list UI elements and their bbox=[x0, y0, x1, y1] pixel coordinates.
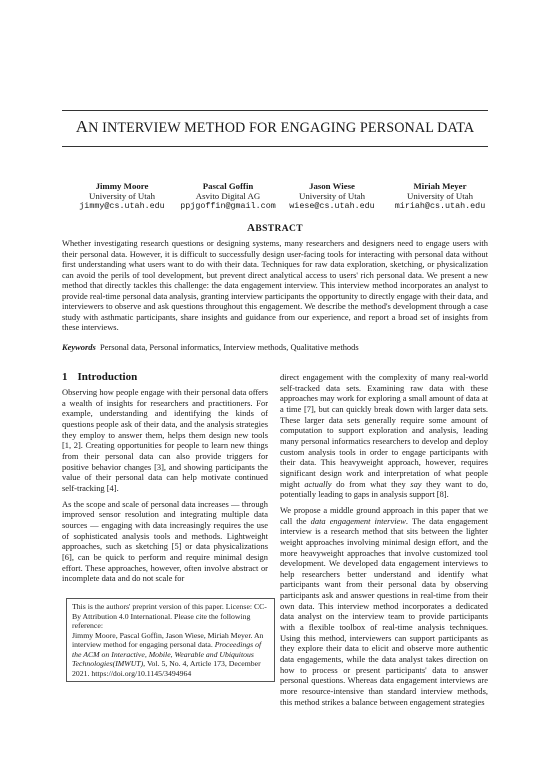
license-text: This is the authors' preprint version of this paper. License: CC-By Attribution 4.0 International. Please cite the following reference: bbox=[72, 602, 267, 631]
citation-title: An interview method for engaging personal data bbox=[72, 630, 264, 650]
author-name: Jimmy Moore bbox=[95, 181, 149, 191]
keywords-label: Keywords bbox=[62, 342, 96, 352]
emphasis: actually bbox=[304, 478, 332, 489]
paper-title bbox=[40, 117, 510, 137]
text-run: they want to do, potentially leading to gaps in analysis support [8]. bbox=[280, 478, 489, 500]
author-affiliation: University of Utah bbox=[89, 191, 155, 202]
title-initial: A bbox=[75, 117, 89, 136]
author-affiliation: Asvito Digital AG bbox=[195, 191, 261, 202]
author-email[interactable]: miriah@cs.utah.edu bbox=[394, 201, 486, 212]
section-title: Introduction bbox=[77, 371, 138, 383]
abstract-heading bbox=[0, 222, 550, 234]
text-run: We propose a middle ground approach in this paper that we call the bbox=[280, 504, 488, 526]
title-top-rule bbox=[62, 110, 488, 111]
keywords bbox=[62, 342, 488, 353]
author-name: Miriah Meyer bbox=[413, 181, 467, 191]
text-run: do from what they bbox=[336, 478, 406, 489]
paragraph: As the scope and scale of personal data increases — through improved sensor resolution and integrating multiple data sources — engaging with data increasingly requires the use of sophisticated analysis tools and methods. Lightweight approaches, such as sketching [5] or data physicalizations [6], can be quick to perform and require minimal design effort. These approaches, however, often involve abstract or incomplete data and do not scale for bbox=[62, 498, 268, 584]
keywords-list: Personal data, Personal informatics, Interview methods, Qualitative methods bbox=[99, 342, 359, 352]
citation-venue: Proceedings of the ACM on Interactive, Mobile, Wearable and Ubiquitous Technologies(IMWUT), bbox=[72, 640, 262, 669]
citation: Jimmy Moore, Pascal Goffin, Jason Wiese, Miriah Meyer. An interview method for engaging personal data. Proceedings of the ACM on Interactive, Mobile, Wearable and Ubiquitous Technologies(IMWUT), Vol. 5, No. 4, Article 173, December 2021. https://doi.org/10.1145/3494964 bbox=[72, 630, 264, 678]
author-block bbox=[62, 181, 182, 212]
section-heading bbox=[62, 371, 137, 383]
license-note bbox=[66, 598, 275, 682]
citation-details[interactable]: Vol. 5, No. 4, Article 173, December 2021. https://doi.org/10.1145/3494964 bbox=[72, 659, 261, 678]
abstract-heading-initial: A bbox=[246, 222, 256, 234]
abstract-text: Whether investigating research questions or designing systems, many researchers and designers need to engage users with their personal data. However, it is difficult to successfully design user-facing tools for interacting with personal data without first understanding what users want to do with their data. Techniques for raw data exploration, sketching, or physicalization can avoid the perils of tool development, but prevent direct analytical access to users' rich personal data. We present a new method that directly tackles this challenge: the data engagement interview. This interview method incorporates an analyst to provide real-time personal data analysis, granting interview participants the opportunity to directly engage with their data, and interviewers to observe and ask questions throughout this engagement. We describe the method's development through a case study with asthmatic participants, share insights and guidance from our experience, and report a broad set of insights from these interviews. bbox=[62, 238, 488, 333]
left-column bbox=[62, 387, 268, 589]
paragraph bbox=[280, 372, 488, 500]
author-name: Jason Wiese bbox=[309, 181, 355, 191]
author-block bbox=[168, 181, 288, 212]
author-name: Pascal Goffin bbox=[202, 181, 254, 191]
title-rest: N INTERVIEW METHOD FOR ENGAGING PERSONAL DATA bbox=[88, 120, 475, 136]
author-email[interactable]: wiese@cs.utah.edu bbox=[289, 201, 375, 212]
author-affiliation: University of Utah bbox=[299, 191, 365, 202]
right-column bbox=[280, 372, 488, 712]
paragraph bbox=[280, 505, 488, 707]
author-email[interactable]: ppjgoffin@gmail.com bbox=[180, 201, 276, 212]
section-number: 1 bbox=[62, 371, 68, 383]
text-run: . The data engagement interview is a research method that sits between the lighter weight approaches involving minimal design effort, and the more heavyweight approaches that involve customized tool development. We developed data engagement interviews to help researchers better understand and identify what participants want from their personal data by observing participants ask and answer questions in real-time from their own data. This interview method incorporates a dedicated data analyst on the interview team to provide participants with a flexible toolbox of real-time analysis techniques. Using this method, interviewers can support participants as they explore their data to elicit and observe more authentic data engagements, while the data analyst takes direction on how to process or present participants' data to answer personal questions. Whereas data engagement interviews are more resource-intensive than standard interview methods, this method strikes a balance between engagement strategies bbox=[280, 515, 488, 707]
text-run: direct engagement with the complexity of many real-world self-tracked data sets. Examining raw data with these approaches may work for exploring a small amount of data at a time [7], but can quickly break down with larger data sets. These larger data sets generally require some amount of computation to support exploration and analysis, leading many personal informatics researchers to develop and deploy custom analysis tools in order to engage participants with their data. This heavyweight approach, however, requires significant design work and interpretation of what people might bbox=[280, 372, 488, 489]
emphasis: data engagement interview bbox=[310, 515, 406, 526]
abstract-heading-rest: BSTRACT bbox=[255, 224, 304, 234]
paragraph: Observing how people engage with their personal data offers a wealth of insights for researchers and practitioners. For example, understanding and identifying the kinds of questions people ask of their data, and the analysis strategies they employ to answer them, helps them design new tools [1, 2]. Creating opportunities for people to learn new things from their personal data can also provide triggers for positive behavior changes [3], and showing participants the value of their personal data can help motivate continued self-tracking [4]. bbox=[62, 387, 268, 493]
author-block bbox=[380, 181, 500, 212]
author-affiliation: University of Utah bbox=[407, 191, 473, 202]
title-bottom-rule bbox=[62, 146, 488, 147]
author-email[interactable]: jimmy@cs.utah.edu bbox=[79, 201, 165, 212]
citation-authors: Jimmy Moore, Pascal Goffin, Jason Wiese, Miriah Meyer. bbox=[72, 630, 253, 640]
author-block bbox=[272, 181, 392, 212]
emphasis: say bbox=[410, 478, 422, 489]
